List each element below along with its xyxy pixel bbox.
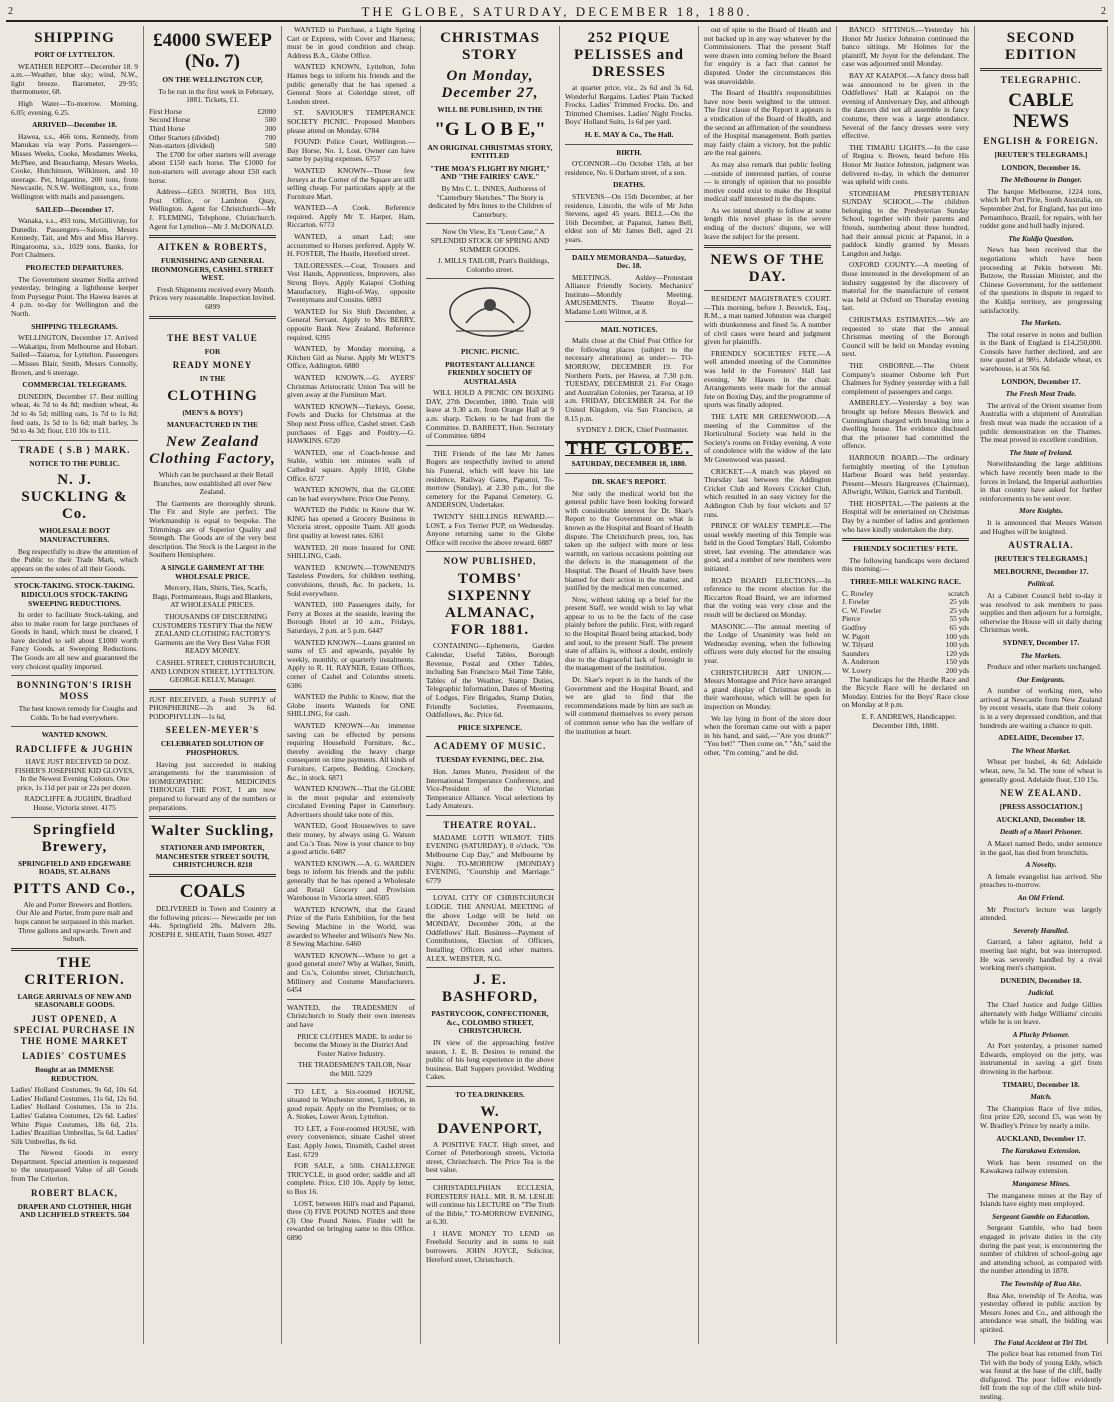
- original-story: AN ORIGINAL CHRISTMAS STORY, ENTITLED: [427, 142, 553, 161]
- competitor-name: A. Anderson: [842, 657, 880, 667]
- english-foreign-heading: ENGLISH & FOREIGN.: [983, 136, 1099, 146]
- australia-heading: AUSTRALIA.: [1008, 540, 1074, 551]
- memoranda-heading: DAILY MEMORANDA—Saturday, Dec. 18.: [571, 252, 686, 271]
- pitts-body: Ale and Porter Brewers and Bottlers. Our Ale and Porter, from pure malt and hops cannot be surpassed in this market. Three gallons and upwards. Town and Suburb.: [14, 899, 135, 944]
- news-item: We lay lying in front of the store door when the foreman came out with a paper in his hand, and said,—"Are you drunk?" "You bet!" "Then come on." "Ah," said the other, "I'm coming," and he did.: [704, 713, 831, 757]
- births: O'CONNOR—On October 15th, at her residence, No. 6 Durham street, of a son.: [565, 159, 693, 177]
- radcliffe-address: RADCLIFFE & JUGHIN, Bradford House, Victoria street. 4175: [24, 794, 132, 812]
- wanted-ad: WANTED the Public to Know, that the Globe inserts Wanteds for ONE SHILLING, for cash.: [287, 692, 415, 719]
- cable-subheading: The State of Ireland.: [1009, 447, 1073, 457]
- cable-subheading: The Markets.: [1020, 650, 1062, 660]
- shipping-heading: SHIPPING: [34, 30, 115, 46]
- cable-subheading: Match.: [1030, 1092, 1052, 1102]
- cable-subheading: The Fatal Accident at Tiri Tiri.: [993, 1337, 1089, 1347]
- competitor-name: W. Pigott: [842, 631, 870, 641]
- notice-heading: NOTICE TO THE PUBLIC.: [29, 458, 120, 468]
- funeral-notice: THE Friends of the late Mr James Rogers are respectfully invited to attend his Funeral, which will leave his late residence, Railway Gates, Papanui, To-morrow (Sunday), at 2.30 p.m., for the cemetery for the Papanui Cemetery. G. ANDERSON, Undertaker.: [426, 448, 554, 510]
- cable-item: The Champion Race of five miles, first prize £20, second £5, was won by W. Bradley's Prince by nearly a mile.: [980, 1103, 1102, 1131]
- factory-claims: The Garments are thoroughly shrunk. The Fit and Style are perfect. The Workmanship is equal to bespoke. The Trimmings are of Superior Quality and Strength. The Goods are of the very best description. The Stock is the Largest in the Southern Hemisphere.: [149, 498, 276, 560]
- wanted-ad: WANTED KNOWN—An immense saving can be effected by persons requiring Household Furniture, &c., thereby avoiding the heavy charge consequent on time payments. All kinds of Furniture, Carpets, Bedding, Crockery, &c., in stock. 6871: [287, 720, 415, 782]
- dateline: TIMARU, December 18.: [1002, 1079, 1080, 1089]
- news-item: ROAD BOARD ELECTIONS.—In reference to the recent election for the Riccarton Road Board, we are informed that the voting was very close and the result will be declared on Monday.: [704, 575, 831, 620]
- mail-notices: Mails close at the Chief Post Office for the following places (subject to the necessary alterations) as under:— TO-MORROW, DECEMBER 19. For Northern Ports, per Hawea, at 7.30 p.m. TUESDAY, DECEMBER 21. For Otago and Australian Colonies, per Tararua, at 10 a.m. FRIDAY, DECEMBER 24. For the United Kingdom, via San Francisco, at 8.15 p.m.: [565, 336, 693, 423]
- costumes-list: Ladies' Holland Costumes, 9s 6d, 10s 6d. Ladies' Holland Costumes, 11s 6d, 12s 6d. Ladies' Holland Costumes, 15s to 21s. Ladies' Galatea Costumes, 12s 6d. Ladies' White Pique Costumes, 18s 6d, 21s. Ladies' Brazilian Umbrellas, 5s 6d. Ladies' Silk Umbrellas, 8s 6d.: [11, 1085, 138, 1146]
- weather-report: WEATHER REPORT—December 18. 9 a.m.—Weather, blue sky; wind, N.W., light breeze. Barometer, 29·95; thermometer, 68.: [11, 61, 138, 97]
- sailed: Wanaka, s.s., 493 tons, McGillivray, for Dunedin. Passengers—Saloon, Messrs Kennedy, Tait, and Mrs and Miss Harvey. Ringarooma, s.s., 1029 tons, Banks, for Port Chalmers.: [11, 216, 138, 260]
- arrivals: Hawea, s.s., 466 tons, Kennedy, from Manukau via way Ports. Passengers—Misses Weeks, Cooke, Mesdames Weeks, McPhee, and Beauchamp, Messrs Weeks, Cooke, Hutchinson, Wilkinson, and 10 steerage. Pet, brigantine, 200 tons, from Newcastle, N.S.W. Wellington, s.s., from Wellington with mails and passengers.: [11, 131, 138, 201]
- handicap-mark: 150 yds: [945, 657, 969, 667]
- sweep-body: To be run in the first week in February, 1881. Tickets, £1.: [158, 86, 274, 105]
- stocktaking-body: In order to facilitate Stock-taking, and also to make room for large purchases of Goods in hand, which must be cleared, I have decided to sell about £1000 worth Fancy Goods, at Sweeping Reductions. The Goods are all new and guaranteed the very choicest quality imported.: [11, 610, 138, 671]
- competitor-name: Saunders: [842, 648, 870, 658]
- cable-subheading: The Kuldja Question.: [1008, 233, 1074, 243]
- news-item: THE HOSPITAL.—The patients at the Hospital will be entertained on Christmas Day by a number of ladies and gentlemen who have kindly undertaken the duty.: [842, 498, 969, 534]
- competitor-name: J. Fowler: [842, 597, 870, 607]
- column-8: [975, 26, 1108, 1402]
- wanted-ad: WANTED KNOWN.—A. G. WARDEN begs to inform his friends and the public generally that he has opened a Wholesale and Retail Grocery and Provision Warehouse in Victoria street. 6505: [287, 858, 415, 903]
- fete-heading: FRIENDLY SOCIETIES' FETE.: [853, 544, 958, 554]
- almanac-body: CONTAINING—Ephemeris, Garden Calendar, Useful Tables, Borough Revenue, Postal and Other Tables, including San Francisco Mail Time Table, Tables of the Weather, Stamp Duties, Telegraphic Information, Dates of Meeting of Lodges, Fire Brigades, Stamp Duties, Friendly Societies, Freemasons, Oddfellows, &c. Price 6d.: [426, 641, 554, 720]
- cable-item: A Maori named Bedo, under sentence in the gaol, has died from bronchitis.: [980, 839, 1102, 857]
- wanted-ad: WANTED KNOWN—Loans granted on sums of £5 and upwards, payable by weekly, monthly, or quarterly instalments. Apply to R. H. RAYNER, Estate Offices, corner of Cashel and Colombo streets. 6386: [287, 637, 415, 690]
- competitor-name: W. Tilyard: [842, 640, 874, 650]
- undertaker-ad: WANTED KNOWN.—TOWNEND'S Tasteless Powders, for children teething, convulsions, thrush, &c. In packets, 1s. Sold everywhere.: [287, 562, 415, 598]
- wanted-ad: WANTED KNOWN—Those few Jerseys at the Corner of the Square are still selling cheap. For particulars apply at the Furniture Mart.: [287, 165, 415, 201]
- brewery-subheading: SPRINGFIELD AND EDGEWARE ROADS, ST. ALBANS: [18, 858, 131, 877]
- handicap-mark: 25 yds: [949, 597, 969, 607]
- prize-value: 300: [264, 123, 276, 133]
- cable-item: A female evangelist has arrived. She preaches to-morrow.: [980, 871, 1102, 890]
- best-value: THE BEST VALUE: [167, 332, 258, 343]
- fete-race: THREE-MILE WALKING RACE.: [850, 577, 961, 587]
- news-item: THE TIMARU LIGHTS.—In the case of Regina v. Brown, heard before His Honor Mr Justice Johnston, judgment was delivered to-day, in which the demurrer was upheld with costs.: [842, 142, 969, 187]
- radcliffe-heading: RADCLIFFE & JUGHIN: [15, 744, 134, 755]
- now-on-view: Now On View, Ex "Leon Cane," A SPLENDID STOCK OF SPRING AND SUMMER GOODS.: [430, 227, 550, 254]
- wanted-ad: WANTED the Public to Know that W. KING has opened a Grocery Business in Victoria street, opposite Tuam. All goods first quality at lowest rates. 6361: [287, 505, 415, 541]
- cable-item: The total reserve in notes and bullion in the Bank of England is £14,250,000. Consols have further declined, and are now quoted at 98½. Adelaide wheat, ex warehouse, is at 50s 6d.: [980, 329, 1102, 374]
- cable-item: A number of working men, who arrived at Newcastle from New Zealand by recent vessels, state that their colony is in a very depressed condition, and that hundreds are waiting a chance to quit.: [980, 686, 1102, 730]
- picnic-caption: PICNIC. PICNIC.: [460, 346, 520, 356]
- cable-subheading: Judicial.: [1027, 988, 1055, 998]
- brewery-heading: Springfield Brewery,: [33, 821, 116, 855]
- handicap-mark: 65 yds: [949, 623, 969, 632]
- news-of-the-day-heading: NEWS OF THE DAY.: [710, 252, 825, 286]
- deaths: STEVENS—On 15th December, at her residence, Lincoln, the wife of Mr John Stevens, aged 45 years. BELL—On the 16th December, at Papanui, James Bell, eldest son of Mr James Bell, aged 21 years.: [565, 191, 693, 244]
- cable-item: At Port yesterday, a prisoner named Edwards, employed on the jetty, was instrumental in saving a girl from drowning in the harbour.: [980, 1041, 1102, 1077]
- commercial-telegrams: DUNEDIN, December 17. Best milling wheat, 4s 7d to 4s 8d; medium wheat, 4s 3d to 4s 5d; milling oats, 1s 7d to 1s 8d; feed oats, 1s 5d to 1s 6d; malt barley, 3s 9d to 4s 3d; flour, £10 10s to £11.: [11, 391, 138, 436]
- reuters-line: [REUTER'S TELEGRAMS.]: [994, 150, 1088, 159]
- handicap-mark: 55 yds: [949, 614, 969, 624]
- picnic-heading: PROTESTANT ALLIANCE FRIENDLY SOCIETY OF AUSTRALASIA: [445, 359, 535, 386]
- single-garment: A SINGLE GARMENT AT THE WHOLESALE PRICE.: [160, 562, 265, 581]
- dateline: LONDON, December 17.: [1001, 376, 1081, 386]
- almanac-price: PRICE SIXPENCE.: [457, 722, 523, 732]
- sweep-heading: £4000 SWEEP (No. 7): [153, 30, 272, 72]
- suckling-heading: N. J. SUCKLING & Co.: [21, 472, 128, 523]
- telegraphic-heading: TELEGRAPHIC.: [1000, 75, 1082, 85]
- news-item: HARBOUR BOARD.—The ordinary fortnightly meeting of the Lyttelton Harbour Board was held yesterday. Present—Messrs Hargreaves (Chairman), Allwright, Wilkin, Garrick and Turnbull.: [842, 452, 969, 497]
- cable-subheading: The Markets.: [1020, 318, 1062, 328]
- to-let-ad: TO LET, a Four-roomed HOUSE, with every convenience, situate Cashel street East. Apply Jones, Tinsmith, Cashel street East. 6729: [287, 1123, 415, 1159]
- dateline: SYDNEY, December 17.: [1002, 637, 1080, 647]
- tradesmen-sign: THE TRADESMEN'S TAILOR, Near the Mill. 5229: [298, 1060, 411, 1078]
- wanted-ad: WANTED KNOWN, that the Grand Prize of the Paris Exhibition, for the best Sewing Machine in the World, was awarded to Wheeler and Wilson's New No. 8 Sewing Machine. 6460: [287, 904, 415, 949]
- memoranda: MEETINGS. Ashley—Protestant Alliance Friendly Society. Mechanics' Institute—Monthly Meeting. AMUSEMENTS. Theatre Royal—Madame Lotti Wilmot, at 8.: [565, 272, 693, 317]
- news-item: CHRISTCHURCH ART UNION.—Messrs Montague and Price have arranged a grand display of Christmas goods in their warehouse, which will be open for inspection on Monday.: [704, 667, 831, 711]
- press-association-line: [PRESS ASSOCIATION.]: [999, 802, 1083, 812]
- column-4: [421, 26, 560, 1344]
- bashford-heading: J. E. BASHFORD,: [441, 972, 539, 1006]
- aitken-subheading: FURNISHING AND GENERAL IRONMONGERS, CASHEL STREET WEST.: [151, 256, 274, 283]
- handicap-mark: 120 yds: [945, 648, 969, 658]
- nz-factory-heading: New Zealand Clothing Factory,: [149, 434, 276, 468]
- theatre-heading: THEATRE ROYAL.: [443, 819, 537, 830]
- cable-subheading: The Melbourne in Danger.: [1000, 175, 1082, 185]
- fete-signature: E. F. ANDREWS, Handicapper. December 18th, 1880.: [861, 711, 957, 730]
- competitor-name: C. W. Fowler: [842, 605, 882, 615]
- tea-heading: TO TEA DRINKERS.: [455, 1089, 525, 1099]
- cable-item: The Chief Justice and Judge Gillies alternately with Judge Williams' circuits while he is on leave.: [980, 999, 1102, 1027]
- academy-heading: ACADEMY OF MUSIC.: [433, 741, 547, 752]
- wanted-ad: WANTED, 20 more Insured for ONE SHILLING, Cash.: [287, 542, 415, 561]
- editorial-paragraph: Nor only the medical world but the general public have been looking forward with considerable interest for Dr. Skae's Report to the Government on what is known as the Hospital and Board of Health dispute. The Christchurch press, too, has taken up the subject with more or less warmth, on various occasions pointing out the defects in the management of the Hospital. The Board of Health have been blamed for their action in the matter, and justified by the medical men concerned.: [565, 488, 693, 593]
- dateline: LONDON, December 16.: [1001, 162, 1081, 172]
- cable-subheading: Our Emigrants.: [1016, 674, 1066, 684]
- cable-item: Sergeant Gamble, who had been engaged in private duties in the city during the past year, is encountering the number of children of school-going age and attending school, as compared with the number attending in 1878.: [980, 1223, 1102, 1276]
- dateline: ADELAIDE, December 17.: [998, 733, 1084, 743]
- manufactured-label: MANUFACTURED IN THE: [167, 420, 258, 430]
- stocktaking-heading: STOCK-TAKING. STOCK-TAKING. RIDICULOUS STOCK-TAKING SWEEPING REDUCTIONS.: [14, 581, 135, 608]
- on-monday: On Monday, December 27,: [441, 68, 539, 101]
- prize-label: First Horse: [149, 106, 183, 116]
- tailoresses-ad: TAILORESSES.—Coat, Trousers and Vest Hands, Apprentices, Improvers, also Strong Boys. Apply Kaiapoi Clothing Manufactory, Right-of-Way, opposite Twentymans and Cousins. 6893: [287, 260, 415, 305]
- seelen-name: SEELEN-MEYER'S: [165, 725, 260, 736]
- news-item: AMBERLEY.—Yesterday a boy was brought up before Messrs Beswick and Cunningham charged with breaking into a dwelling house. The evidence disclosed that the prisoner had committed the offence.: [842, 398, 969, 451]
- cable-item: Produce and other markets unchanged.: [987, 662, 1102, 672]
- christmas-story-heading: CHRISTMAS STORY: [440, 30, 540, 63]
- academy-body: Hon. James Munro, President of the International Temperance Conference, and Vice-President of the Victorian Temperance Alliance. Vocal selections by Lady Amateurs.: [426, 766, 554, 811]
- competitor-name: Godfrey: [842, 623, 867, 632]
- news-item: PRINCE OF WALES' TEMPLE.—The usual weekly meeting of this Temple was held in the Good Templars' Hall, Colombo street, last evening. The attendance was good, and a number of new members were initiated.: [704, 521, 831, 574]
- wanted-ad: WANTED KNOWN, Lyttelton, John Hames begs to inform his friends and the public generally that he has opened a General Store at Coleridge street, off London street.: [287, 62, 415, 106]
- globe-masthead: THE GLOBE.: [566, 438, 692, 458]
- dateline: AUCKLAND, December 17.: [996, 1133, 1086, 1143]
- cable-item: Garrard, a labor agitator, held a meeting last night, but was interrupted. He was severely handled by a rival working men's champion.: [980, 937, 1102, 973]
- criterion-heading: THE CRITERION.: [24, 954, 125, 988]
- may-co: H. E. MAY & Co., The Hall.: [584, 129, 674, 139]
- for-label: FOR: [204, 346, 221, 356]
- to-let-ad: TO LET, a Six-roomed HOUSE, situated in Winchester street, Lyttelton, in good repair. Apply on the Premises; or to A. Stokes, Lower Avon, Lyttelton.: [287, 1086, 415, 1122]
- news-item: OXFORD COUNTY.—A meeting of those interested in the development of an industry suggested by the discovery of material for the manufacture of cement was held at Oxford on Thursday evening last.: [842, 260, 969, 313]
- bonnington-body: The best known remedy for Coughs and Colds. To be had everywhere.: [18, 704, 138, 722]
- competitor-name: Pierce: [842, 614, 861, 624]
- story-title: "THE MOA'S FLIGHT BY NIGHT," AND "THE FAIRIES' CAVE.": [430, 163, 550, 182]
- editorial-continued: As may also remark that public feeling —outside of interested parties, of course— is strongly of opinion that no possible motive could exist to make the Hospital medical staff interested in the dispute.: [704, 159, 831, 204]
- prize-label: Third Horse: [149, 123, 185, 133]
- page-title: THE GLOBE, SATURDAY, DECEMBER 18, 1880.: [361, 4, 753, 19]
- competitor-name: C. Rowley: [842, 588, 874, 598]
- column-2: [144, 26, 282, 1344]
- projected: The Government steamer Stella arrived yesterday, bringing a lighthouse keeper from Puysegur Point. The Hawea leaves at 4 p.m. to-day for Wellington and the North.: [11, 274, 138, 319]
- money-to-lend: I HAVE MONEY TO LEND on Freehold Security and in sums to suit borrowers. JOHN JOYCE, Solicitor, Hereford street, Christchurch.: [426, 1228, 554, 1264]
- pique-body: at quarter price, viz., 2s 6d and 3s 6d, Wonderful Bargains. Ladies' Plain Tucked Frocks. Ladies' Trimmed Frocks. Do. and Trimmed Chemises. Ladies' Night Frocks. Boys' Holland Suits, 1s 6d per yard.: [565, 83, 693, 127]
- column-6: [699, 26, 837, 1344]
- reward-ad: TWENTY SHILLINGS REWARD.—LOST, a Fox Terrier PUP, on Wednesday. Anyone returning same to the Globe Office will receive the above reward. 6887: [426, 512, 554, 547]
- sweep-notes: The £700 for other starters will average about £150 each horse. The £1000 for non-starters will average about £50 each horse.: [149, 149, 276, 185]
- cable-item: Wheat per bushel, 4s 6d; Adelaide wheat, new, 5s 5d. The tone of wheat is generally good. Adelaide flour, £10 15s.: [980, 757, 1102, 784]
- column-3: [282, 26, 421, 1344]
- cable-subheading: More Knights.: [1019, 506, 1063, 516]
- wanted-ad: WANTED, Good Housewives to save their money, by always using G. Watson and Co.'s Teas. Now is your chance to buy a good article. 6487: [287, 821, 415, 857]
- wanted-ad: WANTED to Purchase, a Light Spring Cart or Express, with Cover and Harness; must be in good condition and cheap. Address B.A., Globe Office.: [287, 25, 415, 60]
- davenport-body: A POSITIVE FACT. High street, and Corner of Peterborough streets, Victoria street, Christchurch. The Price Tea is the best value.: [426, 1139, 554, 1175]
- retail-branches: Which can be purchased at their Retail Branches, now established all over New Zealand.: [153, 470, 274, 497]
- column-1: [6, 26, 144, 1344]
- pitts-heading: PITTS AND Co.,: [13, 880, 136, 897]
- handicap-mark: 200 yds: [945, 665, 969, 675]
- wanted-ad: WANTED KNOWN, that the GLOBE can be had everywhere. Price One Penny.: [287, 485, 415, 503]
- cable-subheading: Manganese Mines.: [1012, 1179, 1070, 1188]
- factory-address: CASHEL STREET, CHRISTCHURCH, AND LONDON STREET, LYTTELTON. GEORGE KELLY, Manager.: [150, 657, 276, 685]
- news-item: CRICKET.—A match was played on Thursday last between the Addington Cricket Club and Rovers Cricket Club, which resulted in an easy victory for the Addington Club by four wickets and 57 runs.: [704, 466, 831, 519]
- wanted-ad: WANTED KNOWN.—G. AYERS' Christmas Aristocratic Union Tea will be given away at the Furniture Mart.: [287, 372, 415, 400]
- handicap-mark: 100 yds: [945, 631, 969, 641]
- cable-item: The police boat has returned from Tiri Tiri with the body of young Eddy, which was found at the base of the cliff, badly disfigured. The poor fellow evidently fell from the top of the cliff while bird-nesting.: [980, 1349, 1102, 1402]
- sailed-heading: SAILED—December 17.: [35, 204, 114, 214]
- wanted-ad: WANTED, by Monday morning, a Kitchen Girl as Nurse. Apply Mr WEST'S Office, Addington. 6880: [287, 344, 415, 371]
- wanted-ad: WANTED KNOWN—Turkeys, Geese, Fowls and Ducks for Christmas at the Shop next Press office, Cashel street. Cash purchases of Eggs and Poultry.—G. HAWKINS. 6720: [287, 401, 415, 446]
- will-be-published: WILL BE PUBLISHED, IN THE: [437, 105, 543, 114]
- prize-label: Other Starters (divided): [149, 132, 220, 142]
- second-edition-heading: SECOND EDITION: [1004, 30, 1078, 63]
- mail-heading: MAIL NOTICES.: [600, 324, 658, 334]
- handicap-mark: scratch: [948, 588, 969, 598]
- coals-body: DELIVERED in Town and Country at the following prices:— Newcastle per ton 44s. Springfield 28s. Malvern 28s. JOSEPH E. SHEATH, Tuam Street. 4927: [149, 904, 276, 939]
- editorial-continued: out of spite to the Board of Health and not backed up in any way whatever by the Commissioners. That the present Staff were drawn into coming before the Board for enquiry is a fact that cannot be disputed. Under the circumstances this was unavoidable.: [704, 25, 831, 86]
- costumes-subheading: Bought at an IMMENSE REDUCTION.: [35, 1064, 114, 1083]
- cable-subheading: The Wheat Market.: [1011, 745, 1071, 755]
- cable-item: The arrival of the Orient steamer from Australia with a shipment of Australian fresh meat was made the occasion of a public demonstration on the Thames. The meat proved in excellent condition.: [980, 400, 1102, 445]
- sweep-address: Address—GEO. NORTH, Box 103, Post Office, or Lambton Quay, Wellington. Agent for Christchurch—Mr J. FLEMING, Telephone, Christchurch. Agent for Lyttelton—Mr J. McDONALD.: [149, 187, 276, 231]
- seelen-heading: JUST RECEIVED, a Fresh SUPPLY of PHOSPHERINE—2s and 3s 6d. PODOPHYLLIN—1s 6d,: [149, 694, 276, 721]
- wanted-ad: WANTED, one of Coach-house and Stable, within ten minutes walk of Cathedral square. Apply 1010, Globe Office. 6727: [287, 447, 415, 483]
- bashford-body: IN view of the approaching festive season, J. E. B. Desires to remind the public of his long experience in the above business. Ball Suppers provided. Wedding Cakes.: [426, 1037, 554, 1082]
- prize-value: 500: [264, 115, 276, 125]
- mens-boys: (MEN'S & BOYS'): [182, 407, 243, 417]
- news-item: BAY AT KAIAPOI.—A fancy dress ball was announced to be given in the Oddfellows' Hall at Kaiapoi on the evening of Anniversary Day, and although the dancers did not all assemble in fancy costume, there was a large attendance. Several of the fancy dresses were very effective.: [842, 70, 969, 141]
- wanted-ad: WANTED, 100 Passengers daily, for Ferry at Boxes at the seaside, leaving the Borough Hotel at 10 a.m., Fridays, Saturdays, 2 p.m. at 5 p.m. 6447: [287, 600, 415, 635]
- seelen-subheading: CELEBRATED SOLUTION OF PHOSPHORUS.: [160, 739, 265, 758]
- news-item: RESIDENT MAGISTRATE'S COURT.—This morning, before J. Beswick, Esq., R.M., a man named Johnston was charged with drunkenness and fined 5s. A number of civil cases were heard and judgment given for plaintiffs.: [704, 294, 831, 347]
- dateline: AUCKLAND, December 18.: [996, 814, 1086, 824]
- trade-mark: TRADE ⟨ S.B ⟩ MARK.: [18, 444, 131, 455]
- column-5: [560, 26, 699, 1344]
- for-sale-ad: FOR SALE, a 50lb. CHALLENGE TRICYCLE, in good order; saddle and all complete. Price, £10 10s. Apply by letter, to Box 16.: [287, 1161, 415, 1197]
- news-item: CHRISTMAS ESTIMATES.—We are requested to state that the annual Christmas meeting of the Borough Council will be held on Monday evening next.: [842, 315, 969, 359]
- cable-subheading: The Fresh Meat Trade.: [1005, 389, 1077, 399]
- lost-ad: LOST, between Hill's road and Papanui, three (3) FIVE POUND NOTES and three (3) One Pound Notes. Finder will be rewarded on bringing same to this Office. 6890: [287, 1198, 415, 1242]
- mercery: Mercery, Hats, Shirts, Ties, Scarfs, Bags, Portmanteaus, Rugs and Blankets, AT WHOLESALE PRICES.: [152, 583, 273, 610]
- dateline: DUNEDIN, December 18.: [1000, 975, 1082, 985]
- sweep-prizes-table: [149, 108, 276, 151]
- almanac-title: TOMBS' SIXPENNY ALMANAC, FOR 1881.: [444, 571, 536, 639]
- news-item: STONEHAM PRESBYTERIAN SUNDAY SCHOOL.—The children belonging to the Presbyterian Sunday School, together with their parents and friends, numbering about three hundred, had their annual picnic at Papanui, in a paddock kindly granted by Messrs Langdon and Judge.: [842, 188, 969, 258]
- cable-item: At a Cabinet Council held to-day it was resolved to ask members to pass supplies and then adjourn for a fortnight, otherwise the House will sit daily during Christmas week.: [980, 590, 1102, 635]
- mail-signature: SYDNEY J. DICK, Chief Postmaster.: [576, 425, 689, 435]
- wanted-ad: WANTED, a smart Lad; one accustomed to Horses preferred. Apply W. H. FOSTER, The Hustle, Hereford street.: [287, 232, 415, 259]
- news-item: THE LATE MR GREENWOOD.—A meeting of the Committee of the Horticultural Society was held in the Society's rooms on Friday evening. A vote of condolence with the widow of the late Mr Greenwood was passed.: [704, 411, 831, 464]
- tradesmens-heading: WANTED, the TRADESMEN of Christchurch to Study their own interests and have: [287, 1002, 415, 1029]
- bonnington-heading: BONNINGTON'S IRISH MOSS: [16, 680, 133, 702]
- globe-title: "G L O B E,": [434, 118, 546, 140]
- prize-value: £2000: [257, 106, 276, 116]
- arrived-heading: ARRIVED—December 18.: [32, 120, 117, 130]
- cable-subheading: The Township of Rua Ake.: [1000, 1278, 1082, 1288]
- suckling-subheading: WHOLESALE BOOT MANUFACTURERS.: [38, 526, 111, 544]
- cable-item: Work has been resumed on the Kawakawa railway extension.: [980, 1157, 1102, 1176]
- wanted-ad: WANTED—A Cook. Reference required. Apply Mr T. Harper, Ham, Riccarton. 6773: [287, 203, 415, 230]
- cable-item: The barque Melbourne, 1224 tons, which left Port Pirie, South Australia, on September 2nd, for England, has put into Pernambuco, Brazil, for repairs, with her rudder gone and hull badly injured.: [980, 186, 1102, 231]
- editorial-paragraph: Now, without taking up a brief for the present Staff, we would wish to lay what appear to us to be the facts of the case plainly before the public. First, with regard to the Hospital Board being attacked, body and soul, to the present Staff. The present state of affairs is, without a doubt, entirely due to the disgraceful lack of foresight in the management of the institution.: [565, 594, 693, 673]
- news-item: MASONIC.—The annual meeting of the Lodge of Unanimity was held on Wednesday evening, when the following officers were duly elected for the ensuing year.: [704, 621, 831, 665]
- cable-item: Notwithstanding the large additions which have recently been made to the forces in Ireland, the Imperial authorities in that country have asked for further reinforcements to be sent over.: [980, 459, 1102, 503]
- cable-item: Mr Proctor's lecture was largely attended.: [980, 904, 1102, 923]
- prize-label: Second Horse: [149, 115, 191, 125]
- seelen-body: Having just succeeded in making arrangements for the transmission of HOMŒOPATHIC MEDICINES THROUGH THE POST, I am now prepared to forward any of the numbers or preparations.: [149, 759, 276, 812]
- cable-news-heading: CABLE NEWS: [1008, 90, 1074, 132]
- in-the-label: IN THE: [199, 374, 226, 384]
- port-heading: PORT OF LYTTELTON.: [34, 50, 115, 59]
- robert-black-subheading: DRAPER AND CLOTHIER, HIGH AND LICHFIELD STREETS. 504: [17, 1201, 132, 1220]
- editorial-continued: As we intend shortly to follow at some length this novel phase in the severe ending of the doctors' dispute, we will leave the subject for the present.: [704, 205, 831, 241]
- millar-address: J. MILLS TAILOR, Pratt's Buildings, Colombo street.: [437, 256, 550, 274]
- wanted-ad: WANTED KNOWN—Where to get a good general store? Why at Walker, Smith, and Co.'s, Colombo street, Christchurch, Millinery and Costume Manufacturers. 6454: [287, 950, 415, 995]
- cable-subheading: Sergeant Gamble on Education.: [992, 1211, 1090, 1221]
- page-number-right: 2: [1101, 6, 1106, 17]
- page-header: [6, 3, 1108, 22]
- editorial-paragraph: Dr. Skae's report is in the hands of the Government and the Hospital Board, and we are glad to find that the recommendations made by him are such as will commend themselves to every person of common sense who has the welfare of the institution at heart.: [565, 675, 693, 736]
- cable-item: The manganese mines at the Bay of Islands have eighty men employed.: [980, 1190, 1102, 1209]
- prize-value: 700: [264, 132, 276, 142]
- cable-subheading: An Old Friend.: [1017, 892, 1065, 902]
- wanted-known-heading: WANTED KNOWN.: [41, 730, 108, 740]
- criterion-subheading: LARGE ARRIVALS OF NEW AND SEASONABLE GOODS.: [17, 991, 132, 1010]
- walter-subheading: STATIONER AND IMPORTER, MANCHESTER STREET SOUTH, CHRISTCHURCH. 8218: [155, 843, 270, 870]
- picnic-body: WILL HOLD A PICNIC ON BOXING DAY, 27th December, 1880. Train will leave at 9.30 a.m. from Orange Hall at 9 a.m. sharp. Tickets to be had from the Committee. D. BARRETT, Hon. Secretary of Committee. 6894: [426, 388, 554, 441]
- lodge-notice: LOYAL CITY OF CHRISTCHURCH LODGE. THE ANNUAL MEETING of the above Lodge will be held on MONDAY, December 20th, at the Oddfellows' Hall. Business—Payment of Contributions, Election of Officers, Installing Officers and other matters. ALEX. WEBSTER, N.G.: [426, 893, 554, 963]
- davenport-heading: W. DAVENPORT,: [437, 1103, 543, 1137]
- aitken-body: Fresh Shipments received every Month. Prices very reasonable. Inspection Invited. 6899: [149, 284, 276, 312]
- globe-date: SATURDAY, DECEMBER 18, 1880.: [571, 459, 687, 469]
- cable-item: It is announced that Messrs Watson and Hughes will be knighted.: [980, 517, 1102, 536]
- customers-testify: THOUSANDS OF DISCERNING CUSTOMERS TESTIFY That the NEW ZEALAND CLOTHING FACTORY'S Garments are the Very Best Value FOR READY MONEY.: [152, 611, 273, 656]
- wanted-ad: FOUND: Police Court, Wellington.—Bay Horse, No. 1, Lost. Owner can have same by paying expenses. 6757: [287, 137, 415, 164]
- cable-subheading: Death of a Maori Prisoner.: [999, 827, 1083, 837]
- ready-money: READY MONEY: [172, 360, 253, 371]
- handicap-mark: 25 yds: [949, 605, 969, 615]
- aitken-heading: AITKEN & ROBERTS,: [157, 242, 268, 253]
- prize-label: Non-starters (divided): [149, 141, 215, 151]
- column-7: [837, 26, 975, 1344]
- clothing-heading: CLOTHING: [167, 387, 258, 404]
- births-heading: BIRTH.: [616, 147, 642, 157]
- reuters-line: [REUTER'S TELEGRAMS.]: [994, 554, 1088, 564]
- bashford-subheading: PASTRYCOOK, CONFECTIONER, &c., COLOMBO STREET, CHRISTCHURCH.: [431, 1009, 549, 1036]
- shipping-telegrams: WELLINGTON, December 17. Arrived—Wakatipu, from Melbourne and Hobart. Sailed—Taiaroa, for Lyttelton. Passengers—Misses Blair, Smith, Messrs Connolly, Brown, and 6 steerage.: [11, 333, 138, 377]
- wanted-ad: WANTED for Six Shift December, a General Servant. Apply to Mrs BERRY, opposite Bank New Zealand. Reference required. 6395: [287, 306, 415, 342]
- commercial-heading: COMMERCIAL TELEGRAMS.: [22, 380, 127, 390]
- shipping-telegrams-heading: SHIPPING TELEGRAMS.: [31, 321, 118, 331]
- academy-subheading: TUESDAY EVENING, DEC. 21st.: [435, 755, 545, 765]
- editorial-continued: The Board of Health's responsibilities have now been weighted to the utmost. The first clause of the Report it appears is a vindication of the Board of Health, and the second an affirmation of the soundness of the Hospital management. Both parties may fairly claim a victory, but the public are the real gainers.: [704, 88, 831, 158]
- costumes-heading: LADIES' COSTUMES: [22, 1050, 127, 1061]
- tradesmen-body: PRICE CLOTHES MADE. In order to become the Money in the District And Foster Native Industry.: [294, 1031, 412, 1058]
- fete-intro: The following handicaps were declared this morning:—: [842, 555, 969, 574]
- handicap-table: [842, 590, 969, 676]
- wanted-ad: ST. SAVIOUR'S TEMPERANCE SOCIETY PICNIC. Proposed Members please attend on Monday. 6784: [287, 108, 415, 135]
- dateline: MELBOURNE, December 17.: [993, 566, 1089, 576]
- robert-black-heading: ROBERT BLACK,: [30, 1187, 119, 1198]
- cable-subheading: Political.: [1027, 579, 1055, 589]
- news-item: BANCO SITTINGS.—Yesterday his Honor Mr Justice Johnston continued the banco sittings. Mr Holmes for the plaintiff, Mr Joynt for the defendant. The case was adjourned until Monday.: [842, 25, 969, 69]
- fete-more: The handicaps for the Hurdle Race and the Bicycle Race will be declared on Monday. Entries for the Boys' Race close on Monday at 8 p.m.: [842, 674, 969, 710]
- cable-subheading: The Karakawa Extension.: [1001, 1146, 1081, 1156]
- picnic-illustration: [426, 283, 554, 341]
- high-water: High Water—To-morrow. Morning, 6.05; evening, 6.25.: [11, 98, 138, 117]
- cable-subheading: A Plucky Prisoner.: [1012, 1029, 1070, 1039]
- story-author: By Mrs C. L. INNES, Authoress of "Canterbury Sketches." The Story is dedicated by Mrs Innes to the Children of Canterbury.: [428, 183, 552, 219]
- cable-item: Rua Ake, township of Te Aroha, was yesterday offered in public auction by Messrs Jones and Co., and although the attendance was small, the bidding was spirited.: [980, 1290, 1102, 1334]
- page-number-left: 2: [8, 6, 13, 17]
- theatre-body: MADAME LOTTI WILMOT. THIS EVENING (SATURDAY), 8 o'clock, "On Melbourne Cup Day," and Melbourne by Night. TO-MORROW (MONDAY) EVENING, "Courtship and Marriage." 6779: [426, 832, 554, 885]
- suckling-body: Beg respectfully to draw the attention of the Public to their Trade Mark, which appears on the soles of all their Goods.: [11, 546, 138, 573]
- just-opened: JUST OPENED, A SPECIAL PURCHASE IN THE HOME MARKET: [13, 1013, 136, 1046]
- handicap-mark: 100 yds: [945, 640, 969, 650]
- criterion-footer: The Newest Goods in every Department. Special attention is requested to the unsurpassed Value of all Goods from The Criterion.: [11, 1148, 138, 1184]
- coals-heading: COALS: [179, 881, 246, 902]
- wanted-ad: WANTED KNOWN—That the GLOBE is the most popular and extensively circulated Evening Paper in Canterbury. Advertisers should take note of this.: [287, 784, 415, 819]
- pique-heading: 252 PIQUE PELISSES and DRESSES: [574, 30, 684, 80]
- projected-heading: PROJECTED DEPARTURES.: [25, 263, 124, 273]
- walter-heading: Walter Suckling,: [150, 823, 275, 840]
- cable-subheading: Severely Handled.: [1013, 925, 1069, 935]
- sweep-subheading: ON THE WELLINGTON CUP,: [162, 75, 263, 84]
- radcliffe-body: HAVE JUST RECEIVED 50 DOZ. FISHER'S JOSEPHINE KID GLOVES, In the Newest Evening Colours. One price, 1s 11d per pair or 22s per dozen.: [14, 757, 135, 792]
- competitor-name: W. Lowry: [842, 665, 872, 675]
- cable-subheading: A Novelty.: [1025, 860, 1057, 870]
- christadelphian-notice: CHRISTADELPHIAN ECCLESIA, FORESTERS' HALL. MR. R. M. LESLIE will continue his LECTURE on "The Truth of the Bible," TO-MORROW EVENING, at 6.30.: [426, 1182, 554, 1227]
- news-item: FRIENDLY SOCIETIES' FETE.—A well attended meeting of the Committee was held in the Foresters' Hall last evening, Mr Hawes in the chair. Arrangements were made for the annual fete on Boxing Day, and the programme of sports was finally adopted.: [704, 348, 831, 410]
- cable-item: News has been received that the negotiations which have been proceeding at Pekin between Mr. Butzow, the Russian Minister, and the Chinese Government, for the settlement of the questions in dispute in regard to the Kuldja territory, are progressing satisfactorily.: [980, 245, 1102, 315]
- news-item: THE OSBORNE.—The Orient Company's steamer Osborne left Port Chalmers for Sydney yesterday with a full complement of passengers and cargo.: [842, 360, 969, 396]
- new-zealand-heading: NEW ZEALAND.: [1000, 788, 1082, 799]
- almanac-heading: NOW PUBLISHED,: [443, 556, 537, 567]
- prize-value: 500: [264, 141, 276, 151]
- deaths-heading: DEATHS.: [613, 180, 645, 190]
- editorial-heading: DR. SKAE'S REPORT.: [591, 476, 667, 486]
